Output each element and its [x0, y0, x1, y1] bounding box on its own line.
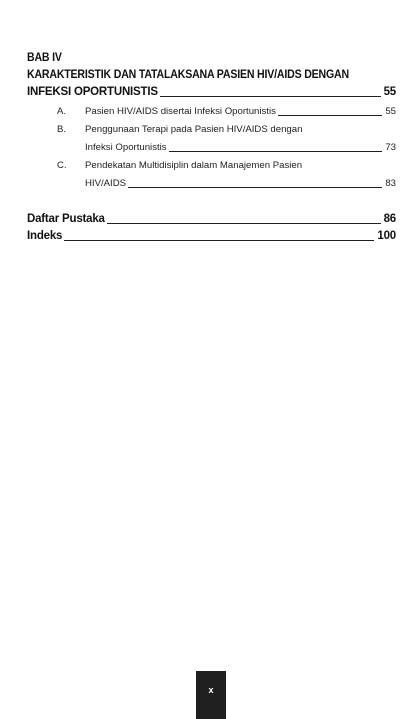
- chapter-entry[interactable]: [27, 84, 396, 101]
- dot-leader: [64, 240, 374, 241]
- chapter-number: BAB IV: [27, 52, 62, 64]
- toc-section-c-continued[interactable]: [27, 175, 396, 193]
- dot-leader: [107, 223, 381, 224]
- section-page: 73: [385, 142, 396, 153]
- section-letter: B.: [57, 124, 67, 135]
- section-title: Pendekatan Multidisiplin dalam Manajemen Pasien: [85, 160, 303, 171]
- dot-leader: [169, 151, 383, 152]
- section-letter: C.: [57, 160, 67, 171]
- section-title-continued: Infeksi Oportunistis: [85, 142, 167, 153]
- toc-section-c[interactable]: [27, 157, 396, 175]
- section-letter: A.: [57, 106, 67, 117]
- page-number-tab: [196, 671, 226, 719]
- chapter-title-continued: INFEKSI OPORTUNISTIS: [27, 86, 158, 98]
- toc-index[interactable]: [27, 228, 396, 245]
- index-label: Indeks: [27, 230, 63, 242]
- toc-section-a[interactable]: [27, 103, 396, 121]
- toc-bibliography[interactable]: [27, 211, 396, 228]
- chapter-title: KARAKTERISTIK DAN TATALAKSANA PASIEN HIV/AIDS DENGAN: [27, 69, 349, 81]
- chapter-page: 55: [383, 86, 396, 98]
- dot-leader: [128, 187, 382, 188]
- section-page: 55: [385, 106, 396, 117]
- table-of-contents: [27, 50, 396, 245]
- bibliography-page: 86: [383, 213, 396, 225]
- page-number: x: [208, 685, 214, 695]
- toc-section-b-continued[interactable]: [27, 139, 396, 157]
- index-page: 100: [377, 230, 396, 242]
- section-title-continued: HIV/AIDS: [85, 178, 127, 189]
- section-page: 83: [385, 178, 396, 189]
- dot-leader: [160, 96, 381, 97]
- section-title: Penggunaan Terapi pada Pasien HIV/AIDS dengan: [85, 124, 303, 135]
- section-title: Pasien HIV/AIDS disertai Infeksi Oportunistis: [85, 106, 276, 117]
- dot-leader: [278, 115, 382, 116]
- bibliography-label: Daftar Pustaka: [27, 213, 105, 225]
- toc-section-b[interactable]: [27, 121, 396, 139]
